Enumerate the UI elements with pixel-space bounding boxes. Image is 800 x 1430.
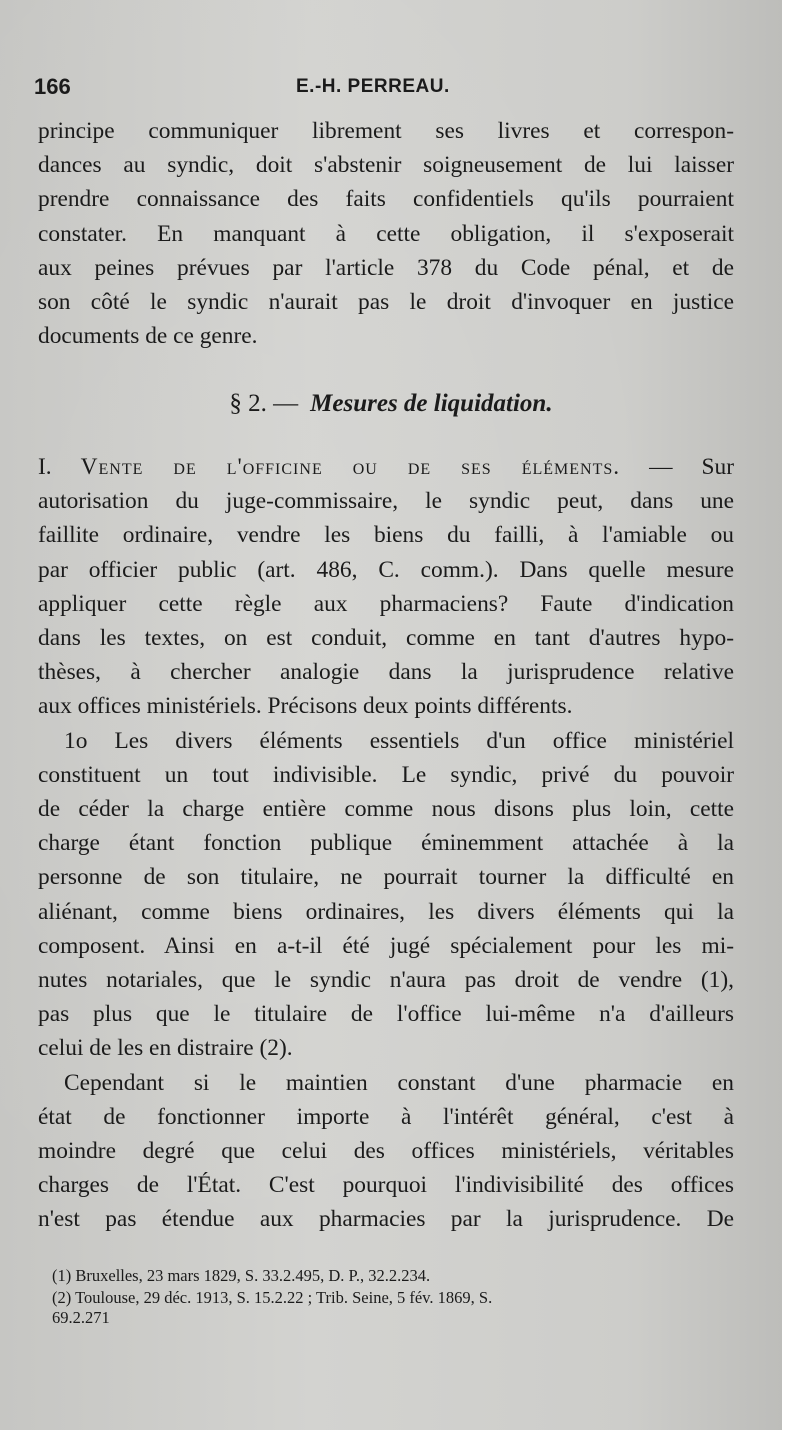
- paragraph-continuation: [38, 114, 734, 353]
- text-line: celui de les en distraire (2).: [38, 1035, 293, 1062]
- text-line: 1o Les divers éléments essentiels d'un office ministériel: [64, 727, 734, 754]
- text-line: état de fonctionner importe à l'intérêt général, c'est à: [38, 1103, 734, 1130]
- running-head: E.-H. PERREAU.: [296, 76, 450, 97]
- text-fragment: — Sur: [649, 454, 734, 480]
- text-line: constater. En manquant à cette obligation, il s'exposerait: [38, 220, 734, 247]
- text-line: charges de l'État. C'est pourquoi l'indivisibilité des offices: [38, 1172, 734, 1199]
- text-line: dances au syndic, doit s'abstenir soigneusement de lui laisser: [38, 152, 734, 179]
- section-title: Mesures de liquidation.: [310, 390, 553, 417]
- text-line: principe communiquer librement ses livres et correspon-: [38, 118, 734, 144]
- text-line: de céder la charge entière comme nous disons plus loin, cette: [38, 796, 734, 823]
- text-line: n'est pas étendue aux pharmacies par la jurisprudence. De: [38, 1206, 734, 1233]
- page-header: [34, 74, 734, 104]
- text-line: moindre degré que celui des offices ministériels, véritables: [38, 1138, 734, 1165]
- text-line: thèses, à chercher analogie dans la jurisprudence relative: [38, 659, 734, 686]
- text-line: pas plus que le titulaire de l'office lui-même n'a d'ailleurs: [38, 1001, 734, 1028]
- footnote-line: (1) Bruxelles, 23 mars 1829, S. 33.2.495, D. P., 32.2.234.: [52, 1266, 431, 1285]
- text-line: documents de ce genre.: [38, 323, 258, 350]
- section-heading: [0, 390, 782, 418]
- subsection-numeral: I.: [38, 454, 52, 480]
- text-line: personne de son titulaire, ne pourrait tourner la difficulté en: [38, 864, 734, 891]
- page-number: 166: [34, 74, 71, 99]
- text-line: faillite ordinaire, vendre les biens du failli, à l'amiable ou: [38, 522, 734, 549]
- text-line: dans les textes, on est conduit, comme en tant d'autres hypo-: [38, 625, 734, 652]
- text-line: aux offices ministériels. Précisons deux points différents.: [38, 693, 573, 720]
- text-line: Cependant si le maintien constant d'une pharmacie en: [64, 1069, 734, 1096]
- text-line: par officier public (art. 486, C. comm.). Dans quelle mesure: [38, 556, 734, 583]
- footnote-line: 69.2.271: [52, 1308, 110, 1327]
- text-line: charge étant fonction publique éminemment attachée à la: [38, 830, 734, 857]
- text-line: appliquer cette règle aux pharmaciens? Faute d'indication: [38, 590, 734, 617]
- text-line: nutes notariales, que le syndic n'aura pas droit de vendre (1),: [38, 967, 734, 994]
- text-line: aliénant, comme biens ordinaires, les divers éléments qui la: [38, 898, 734, 925]
- footnote-line: (2) Toulouse, 29 déc. 1913, S. 15.2.22 ; Trib. Seine, 5 fév. 1869, S.: [52, 1288, 493, 1307]
- text-line: prendre connaissance des faits confidentiels qu'ils pourraient: [38, 186, 734, 213]
- text-line: aux peines prévues par l'article 378 du Code pénal, et de: [38, 254, 734, 281]
- text-line: son côté le syndic n'aurait pas le droit d'invoquer en justice: [38, 289, 734, 316]
- footnote-2: [52, 1288, 742, 1328]
- paragraph-main: [38, 450, 734, 1237]
- text-line: autorisation du juge-commissaire, le syndic peut, dans une: [38, 488, 734, 515]
- section-mark: § 2. —: [229, 390, 299, 417]
- subsection-heading: Vente de l'officine ou de ses éléments.: [80, 454, 621, 480]
- text-line: constituent un tout indivisible. Le syndic, privé du pouvoir: [38, 761, 734, 788]
- text-line: [38, 450, 734, 484]
- footnote-1: [52, 1266, 742, 1286]
- text-line: composent. Ainsi en a-t-il été jugé spécialement pour les mi-: [38, 932, 734, 959]
